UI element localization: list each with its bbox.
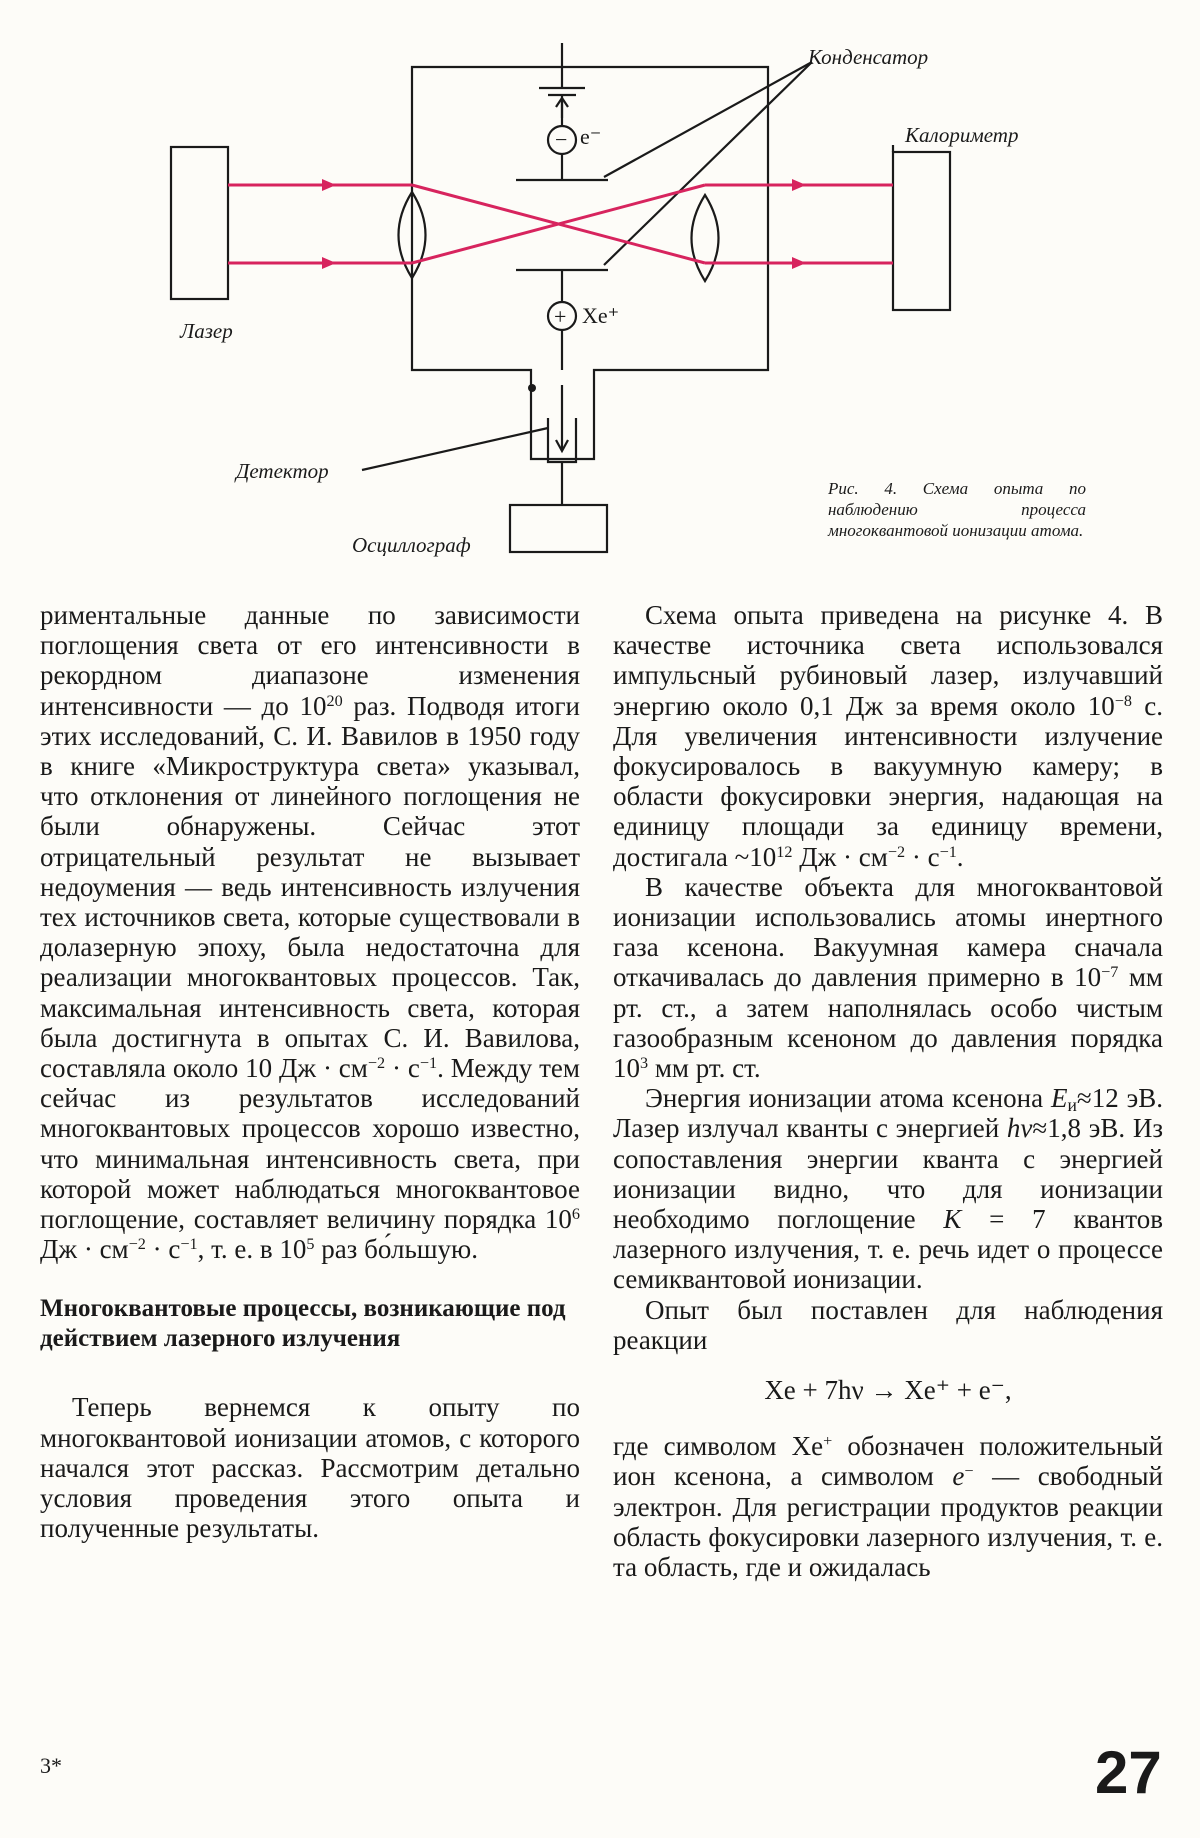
leader-condenser-1	[604, 62, 812, 177]
lens-right	[692, 195, 719, 281]
oscillograph-box	[510, 505, 607, 552]
leader-condenser-2	[604, 62, 812, 265]
reaction-equation: Xe + 7hν → Xe⁺ + e⁻,	[764, 1375, 1012, 1406]
minus-sign: −	[555, 127, 568, 152]
paragraph: риментальные данные по зависимости поглощения света от его интенсивности в рекордном диапазоне изменения интенсивности — до $10^{20}$ раз. Подводя итоги этих исследований, С. И. Вавилов в 1950 году в книге «Микроструктура света» указывал, что отклонения от линейного поглощения не были обнаружены. Сейчас этот отрицательный результат не вызывает недоумения — ведь интенсивность излучения тех источников света, которые существовали в долазерную эпоху, была недостаточна для реализации многоквантовых процессов. Так, максимальная интенсивность света, которая была достигнута в опытах С. И. Вавилова, составляла около 10 Дж · $см^{-2} \cdot с^{-1}$. Между тем сейчас из результатов исследований многоквантовых процессов хорошо известно, что минимальная интенсивность света, при которой может наблюдаться многоквантовое поглощение, составляет величину порядка $10^6$ Дж · $см^{-2} \cdot с^{-1}$, т. е. в $10^5$ раз бо́льшую.	[40, 600, 580, 1265]
label-detector: Детектор	[236, 459, 329, 483]
paragraph: Теперь вернемся к опыту по многоквантовой ионизации атомов, с которого начался этот рассказ. Рассмотрим детально условия проведения этого опыта и полученные результаты.	[40, 1392, 580, 1544]
paragraph: В качестве объекта для многоквантовой ионизации использовались атомы инертного газа ксенона. Вакуумная камера сначала откачивалась до давления примерно в $10^{-7}$ мм рт. ст., а затем наполнялась особо чистым газообразным ксеноном до давления порядка $10^3$ мм рт. ст.	[613, 871, 1164, 1084]
electron-label: e⁻	[580, 124, 602, 149]
label-calorimeter: Калориметр	[905, 123, 1019, 147]
left-column	[40, 600, 580, 1543]
right-column	[613, 600, 1163, 1582]
plus-sign: +	[554, 304, 567, 329]
label-condenser: Конденсатор	[808, 45, 929, 69]
signature-mark: 3*	[40, 1753, 62, 1778]
leader-detector	[362, 428, 548, 470]
page-number: 27	[1095, 1739, 1162, 1806]
label-laser: Лазер	[180, 319, 233, 343]
paragraph: Энергия ионизации атома ксенона $E_и\approx 12$ эВ. Лазер излучал кванты с энергией hν≈1,8 эВ. Из сопоставления энергии кванта с энергией ионизации видно, что для ионизации необходимо поглощение K = 7 квантов лазерного излучения, т. е. речь идет о процессе семиквантовой ионизации.	[613, 1083, 1163, 1295]
paragraph: Опыт был поставлен для наблюдения реакции	[613, 1294, 1163, 1355]
paragraph: где символом Xe+ обозначен положительный ион ксенона, а символом e− — свободный электрон. Для регистрации продуктов реакции область фокусировки лазерного излучения, т. е. та область, где и ожидалась	[613, 1431, 1163, 1583]
figure-caption: Рис. 4. Схема опыта по наблюдению процесса многоквантовой ионизации атома.	[828, 479, 1086, 540]
paragraph: Схема опыта приведена на рисунке 4. В качестве источника света использовался импульсный рубиновый лазер, излучавший энергию около 0,1 Дж за время около $10^{-8}$ с. Для увеличения интенсивности излучение фокусировалось в вакуумную камеру; в области фокусировки энергия, надающая на единицу площади за единицу времени, достигала $\sim 10^{12}$ Дж · $см^{-2} \cdot с^{-1}$.	[613, 600, 1163, 872]
section-heading: Многоквантовые процессы, возникающие под действием лазерного излучения	[40, 1295, 566, 1353]
label-oscillograph: Осциллограф	[352, 533, 471, 557]
calorimeter-box	[893, 152, 950, 310]
ion-label: Xe⁺	[582, 303, 620, 328]
laser-beams	[228, 185, 893, 263]
laser-box	[171, 147, 228, 299]
